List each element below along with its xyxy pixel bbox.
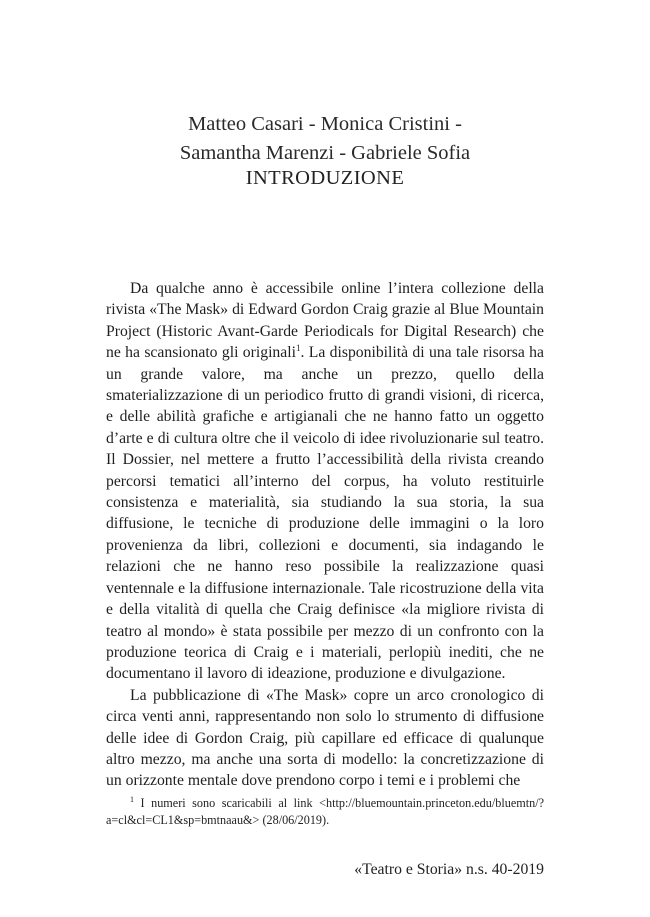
article-body (106, 278, 544, 792)
authors-line-1: Matteo Casari - Monica Cristini - (188, 113, 462, 135)
footnote-text: I numeri sono scaricabili al link <http://bluemountain.princeton.edu/bluemtn/?a=cl&cl=CL1&sp=bmtnaau&> (28/06/2019). (106, 796, 544, 827)
journal-footer: «Teatro e Storia» n.s. 40-2019 (354, 861, 544, 878)
paragraph-2: La pubblicazione di «The Mask» copre un arco cronologico di circa venti anni, rappresentando non solo lo strumento di diffusione delle idee di Gordon Craig, più capillare ed efficace di qualunque altro mezzo, ma anche una sorta di modello: la concretizzazione di un orizzonte mentale dove prendono corpo i temi e i problemi che (106, 686, 544, 790)
footnote-marker: 1 (130, 795, 134, 804)
authors (0, 110, 650, 168)
authors-line-2: Samantha Marenzi - Gabriele Sofia (179, 142, 471, 164)
footnote-reference: 1 (295, 343, 301, 354)
article-title: INTRODUZIONE (245, 167, 405, 189)
paragraph-1-text-a: Da qualche anno è accessibile online l’intera collezione della rivista «The Mask» di Edward Gordon Craig grazie al Blue Mountain Project (Historic Avant-Garde Periodicals for Digital Research) che ne ha scansionato gli originali (106, 280, 544, 362)
paragraph-1 (106, 278, 544, 685)
footnote (106, 795, 544, 829)
paragraph-1-text-b: . La disponibilità di una tale risorsa ha un grande valore, ma anche un prezzo, quello della smaterializzazione di un periodico frutto di grandi visioni, di ricerca, e delle abilità grafiche e artigianali che ne hanno fatto un oggetto d’arte e di cultura oltre che il veicolo di idee rivoluzionarie sul teatro. Il Dossier, nel mettere a frutto l’accessibilità della rivista creando percorsi tematici all’interno del corpus, ha voluto restituirle consistenza e materialità, sia studiando la sua storia, la sua diffusione, le tecniche di produzione delle immagini o la loro provenienza da libri, collezioni e documenti, sia indagando le relazioni che ne hanno reso possibile la realizzazione quasi ventennale e la diffusione internazionale. Tale ricostruzione della vita e della vitalità di quella che Craig definisce «la migliore rivista di teatro al mondo» è stata possibile per mezzo di un confronto con la produzione teorica di Craig e i materiali, perlopiù inediti, che ne documentano il lavoro di ideazione, produzione e divulgazione. (106, 344, 544, 683)
